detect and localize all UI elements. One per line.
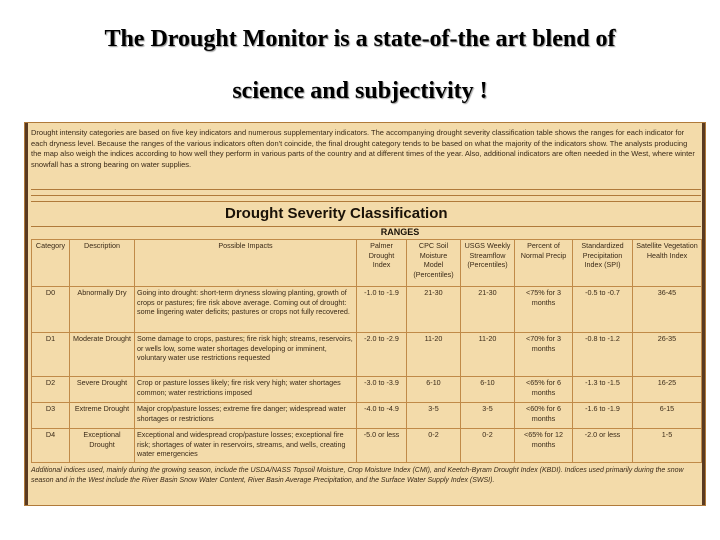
category-cell: D0 bbox=[32, 287, 70, 333]
table-row bbox=[32, 403, 702, 429]
cpc-cell: 21-30 bbox=[407, 287, 461, 333]
palmer-cell: -5.0 or less bbox=[357, 429, 407, 463]
column-header: Description bbox=[70, 240, 135, 287]
description-cell: Moderate Drought bbox=[70, 333, 135, 377]
spi-cell: -0.5 to -0.7 bbox=[573, 287, 633, 333]
column-header: Standardized Precipitation Index (SPI) bbox=[573, 240, 633, 287]
description-cell: Abnormally Dry bbox=[70, 287, 135, 333]
column-header: USGS Weekly Streamflow (Percentiles) bbox=[461, 240, 515, 287]
table-row bbox=[32, 377, 702, 403]
precip-cell: <65% for 6 months bbox=[515, 377, 573, 403]
palmer-cell: -2.0 to -2.9 bbox=[357, 333, 407, 377]
vhi-cell: 36-45 bbox=[633, 287, 702, 333]
vhi-cell: 16-25 bbox=[633, 377, 702, 403]
usgs-cell: 11-20 bbox=[461, 333, 515, 377]
right-edge-strip bbox=[702, 123, 705, 505]
palmer-cell: -1.0 to -1.9 bbox=[357, 287, 407, 333]
description-cell: Exceptional Drought bbox=[70, 429, 135, 463]
intro-paragraph: Drought intensity categories are based on five key indicators and numerous supplementary indicators. The accompanying drought severity classification table shows the ranges for each indicator for each dryness level. Because the ranges of the various indicators often don't coincide, the final drought category tends to be based on what the majority of the indicators show. The analysts producing the map also weigh the indices according to how well they perform in various parts of the country and at different times of the year. Also, additional indicators are often needed in the West, where winter snowfall has a strong bearing on water supplies. bbox=[31, 128, 695, 169]
column-header: Possible Impacts bbox=[135, 240, 357, 287]
spi-cell: -0.8 to -1.2 bbox=[573, 333, 633, 377]
description-cell: Extreme Drought bbox=[70, 403, 135, 429]
category-cell: D3 bbox=[32, 403, 70, 429]
table-row bbox=[32, 287, 702, 333]
precip-cell: <70% for 3 months bbox=[515, 333, 573, 377]
drought-classification-image bbox=[24, 122, 706, 506]
cpc-cell: 6-10 bbox=[407, 377, 461, 403]
spi-cell: -2.0 or less bbox=[573, 429, 633, 463]
usgs-cell: 6-10 bbox=[461, 377, 515, 403]
divider bbox=[31, 195, 701, 196]
category-cell: D2 bbox=[32, 377, 70, 403]
ranges-label: RANGES bbox=[380, 227, 420, 237]
precip-cell: <60% for 6 months bbox=[515, 403, 573, 429]
palmer-cell: -3.0 to -3.9 bbox=[357, 377, 407, 403]
left-edge-strip bbox=[25, 123, 28, 505]
slide-title-line-1: The Drought Monitor is a state-of-the art blend of bbox=[104, 26, 616, 52]
column-header: Percent of Normal Precip bbox=[515, 240, 573, 287]
description-cell: Severe Drought bbox=[70, 377, 135, 403]
column-header: Category bbox=[32, 240, 70, 287]
category-cell: D4 bbox=[32, 429, 70, 463]
usgs-cell: 0-2 bbox=[461, 429, 515, 463]
spi-cell: -1.3 to -1.5 bbox=[573, 377, 633, 403]
table-header-row bbox=[32, 240, 702, 287]
vhi-cell: 26-35 bbox=[633, 333, 702, 377]
cpc-cell: 3-5 bbox=[407, 403, 461, 429]
cpc-cell: 11-20 bbox=[407, 333, 461, 377]
impacts-cell: Crop or pasture losses likely; fire risk very high; water shortages common; water restrictions imposed bbox=[135, 377, 357, 403]
impacts-cell: Some damage to crops, pastures; fire risk high; streams, reservoirs, or wells low, some water shortages developing or imminent, voluntary water use restrictions requested bbox=[135, 333, 357, 377]
table-row bbox=[32, 333, 702, 377]
usgs-cell: 3-5 bbox=[461, 403, 515, 429]
palmer-cell: -4.0 to -4.9 bbox=[357, 403, 407, 429]
precip-cell: <65% for 12 months bbox=[515, 429, 573, 463]
cpc-cell: 0-2 bbox=[407, 429, 461, 463]
vhi-cell: 1-5 bbox=[633, 429, 702, 463]
spi-cell: -1.6 to -1.9 bbox=[573, 403, 633, 429]
column-header: Palmer Drought Index bbox=[357, 240, 407, 287]
footnote: Additional indices used, mainly during the growing season, include the USDA/NASS Topsoil Moisture, Crop Moisture Index (CMI), and Keetch-Byram Drought Index (KBDI). Indices used primarily during the snow season and in the West include the River Basin Snow Water Content, River Basin Average Precipitation, and the Surface Water Supply Index (SWSI). bbox=[31, 467, 684, 484]
table-title: Drought Severity Classification bbox=[31, 201, 701, 227]
usgs-cell: 21-30 bbox=[461, 287, 515, 333]
impacts-cell: Exceptional and widespread crop/pasture losses; exceptional fire risk; shortages of water in reservoirs, streams, and wells, creating water emergencies bbox=[135, 429, 357, 463]
divider bbox=[31, 189, 701, 190]
precip-cell: <75% for 3 months bbox=[515, 287, 573, 333]
vhi-cell: 6-15 bbox=[633, 403, 702, 429]
impacts-cell: Going into drought: short-term dryness slowing planting, growth of crops or pastures; fire risk above average. Coming out of drought: some lingering water deficits; pastures or crops not fully recovered. bbox=[135, 287, 357, 333]
drought-severity-table bbox=[31, 239, 702, 463]
column-header: CPC Soil Moisture Model (Percentiles) bbox=[407, 240, 461, 287]
slide-title-line-2: science and subjectivity ! bbox=[232, 78, 488, 104]
impacts-cell: Major crop/pasture losses; extreme fire danger; widespread water shortages or restrictions bbox=[135, 403, 357, 429]
category-cell: D1 bbox=[32, 333, 70, 377]
table-row bbox=[32, 429, 702, 463]
column-header: Satellite Vegetation Health Index bbox=[633, 240, 702, 287]
